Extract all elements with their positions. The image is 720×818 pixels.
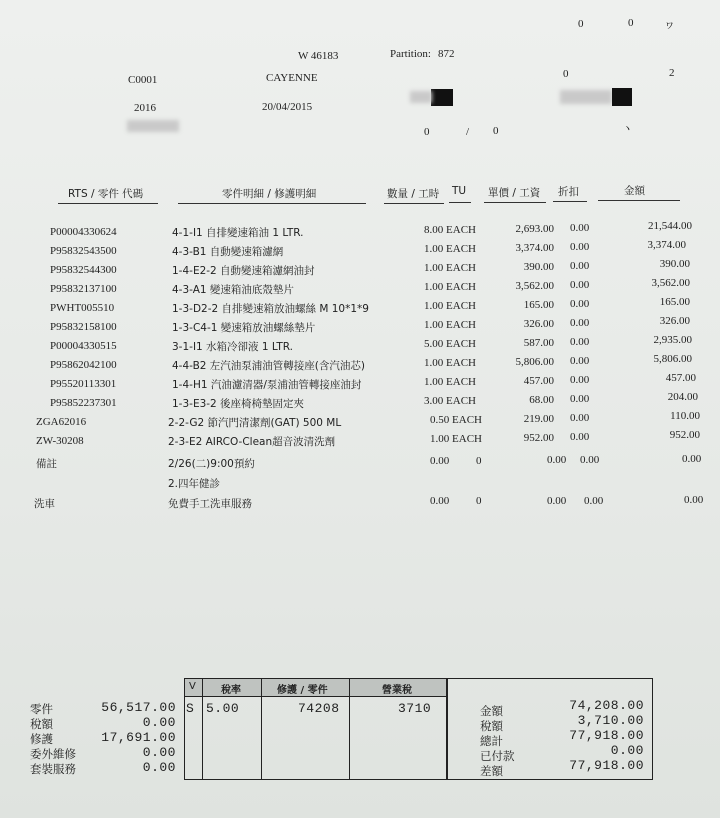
row-qty: 3.00 EACH bbox=[424, 395, 476, 407]
row-discount: 0.00 bbox=[570, 241, 590, 253]
col-header-amount: 金額 bbox=[624, 185, 645, 197]
partition-label: Partition: bbox=[390, 48, 431, 60]
remarks-tu: 0 bbox=[476, 455, 482, 467]
lower-separator: / bbox=[466, 126, 470, 138]
row-code: P00004330624 bbox=[50, 226, 117, 238]
header-underline bbox=[598, 200, 680, 201]
summary-repair-value: 17,691.00 bbox=[101, 730, 176, 745]
row-desc: 2-3-E2 AIRCO-Clean超音波清洗劑 bbox=[168, 436, 336, 448]
row-code: P95832137100 bbox=[50, 283, 117, 295]
row-qty: 1.00 EACH bbox=[430, 433, 482, 445]
car-wash-amount: 0.00 bbox=[684, 494, 704, 506]
summary-package-value: 0.00 bbox=[142, 760, 176, 775]
summary-paid-value: 0.00 bbox=[610, 743, 644, 758]
row-qty: 1.00 EACH bbox=[424, 319, 476, 331]
header-underline bbox=[449, 202, 471, 203]
row-amount: 3,562.00 bbox=[651, 277, 690, 289]
remarks-price: 0.00 bbox=[547, 454, 567, 466]
row-price: 326.00 bbox=[523, 318, 554, 330]
summary-amount-label: 金額 bbox=[480, 704, 503, 718]
tax-table-divider bbox=[184, 696, 446, 697]
summary-balance-label: 差額 bbox=[480, 764, 503, 778]
row-price: 2,693.00 bbox=[515, 223, 554, 235]
remarks-label: 備註 bbox=[36, 458, 57, 470]
summary-tax-r-value: 3,710.00 bbox=[577, 713, 644, 728]
row-desc: 4-4-B2 左汽油泵浦油管轉接座(含汽油芯) bbox=[172, 360, 365, 372]
header-underline bbox=[384, 203, 444, 204]
summary-tax-value: 0.00 bbox=[142, 715, 176, 730]
row-qty: 5.00 EACH bbox=[424, 338, 476, 350]
summary-outsourced-value: 0.00 bbox=[142, 745, 176, 760]
row-code: P95852237301 bbox=[50, 397, 117, 409]
summary-parts-value: 56,517.00 bbox=[101, 700, 176, 715]
row-discount: 0.00 bbox=[570, 355, 590, 367]
model-year: 2016 bbox=[134, 102, 156, 114]
row-amount: 21,544.00 bbox=[648, 220, 692, 232]
tax-header-business-tax: 營業稅 bbox=[382, 685, 412, 696]
customer-code: C0001 bbox=[128, 74, 158, 86]
row-price: 5,806.00 bbox=[515, 356, 554, 368]
row-discount: 0.00 bbox=[570, 298, 590, 310]
row-discount: 0.00 bbox=[570, 374, 590, 386]
blurred-block bbox=[127, 120, 179, 132]
row-amount: 457.00 bbox=[665, 372, 696, 384]
car-wash-qty: 0.00 bbox=[430, 495, 450, 507]
blurred-block bbox=[560, 90, 612, 104]
row-code: P95862042100 bbox=[50, 359, 117, 371]
row-amount: 5,806.00 bbox=[653, 353, 692, 365]
row-desc: 1-4-H1 汽油濾清器/泵浦油管轉接座油封 bbox=[172, 379, 362, 391]
blurred-block bbox=[410, 91, 432, 103]
remarks-discount: 0.00 bbox=[580, 454, 600, 466]
right-value-1: 0 bbox=[563, 68, 569, 80]
summary-tax-label: 稅額 bbox=[30, 717, 53, 731]
header-underline bbox=[553, 201, 587, 202]
tax-header-rate: 稅率 bbox=[221, 685, 241, 696]
row-discount: 0.00 bbox=[570, 393, 590, 405]
lower-value-1: 0 bbox=[424, 126, 430, 138]
row-discount: 0.00 bbox=[570, 222, 590, 234]
summary-amount-value: 74,208.00 bbox=[569, 698, 644, 713]
row-code: ZGA62016 bbox=[36, 416, 87, 428]
row-desc: 2-2-G2 節汽門清潔劑(GAT) 500 ML bbox=[168, 417, 342, 429]
row-discount: 0.00 bbox=[570, 431, 590, 443]
tax-table-divider bbox=[202, 678, 203, 779]
row-desc: 1-3-D2-2 自排變速箱放油螺絲 M 10*1*9 bbox=[172, 303, 369, 315]
row-price: 587.00 bbox=[523, 337, 554, 349]
header-underline bbox=[58, 203, 158, 204]
row-discount: 0.00 bbox=[570, 317, 590, 329]
row-qty: 8.00 EACH bbox=[424, 224, 476, 236]
summary-tax-r-label: 稅額 bbox=[480, 719, 503, 733]
row-qty: 1.00 EACH bbox=[424, 376, 476, 388]
row-desc: 4-1-I1 自排變速箱油 1 LTR. bbox=[172, 227, 304, 239]
car-wash-discount: 0.00 bbox=[584, 495, 604, 507]
row-price: 457.00 bbox=[523, 375, 554, 387]
work-order-number: W 46183 bbox=[298, 50, 339, 62]
summary-repair-label: 修護 bbox=[30, 732, 53, 746]
row-amount: 2,935.00 bbox=[653, 334, 692, 346]
right-value-2: 2 bbox=[669, 67, 675, 79]
row-code: P95520113301 bbox=[50, 378, 117, 390]
car-wash-price: 0.00 bbox=[547, 495, 567, 507]
col-header-price: 單價 / 工資 bbox=[488, 187, 541, 199]
tax-table-divider bbox=[349, 678, 350, 779]
row-price: 68.00 bbox=[529, 394, 554, 406]
tax-table-divider bbox=[261, 678, 262, 779]
summary-balance-value: 77,918.00 bbox=[569, 758, 644, 773]
remarks-qty: 0.00 bbox=[430, 455, 450, 467]
row-price: 952.00 bbox=[523, 432, 554, 444]
remarks-line-2: 2.四年健診 bbox=[168, 478, 221, 490]
row-price: 165.00 bbox=[523, 299, 554, 311]
row-qty: 1.00 EACH bbox=[424, 281, 476, 293]
row-amount: 952.00 bbox=[669, 429, 700, 441]
summary-total-label: 總計 bbox=[480, 734, 503, 748]
summary-package-label: 套裝服務 bbox=[30, 762, 76, 776]
col-header-desc: 零件明細 / 修護明細 bbox=[222, 188, 317, 200]
header-underline bbox=[178, 203, 366, 204]
remarks-amount: 0.00 bbox=[682, 453, 702, 465]
vehicle-model: CAYENNE bbox=[266, 72, 318, 84]
tax-row-amount: 74208 bbox=[298, 701, 340, 716]
col-header-discount: 折扣 bbox=[558, 186, 579, 198]
row-qty: 1.00 EACH bbox=[424, 262, 476, 274]
car-wash-desc: 免費手工洗車服務 bbox=[168, 498, 252, 510]
col-header-code: RTS / 零件 代碼 bbox=[68, 188, 144, 200]
lower-value-2: 0 bbox=[493, 125, 499, 137]
row-code: P95832543500 bbox=[50, 245, 117, 257]
remarks-line-1: 2/26(二)9:00預約 bbox=[168, 458, 255, 470]
tax-row-v: S bbox=[186, 701, 195, 716]
row-discount: 0.00 bbox=[570, 412, 590, 424]
row-price: 219.00 bbox=[523, 413, 554, 425]
row-amount: 390.00 bbox=[659, 258, 690, 270]
tax-header-v: V bbox=[189, 681, 196, 692]
col-header-tu: TU bbox=[452, 185, 467, 197]
row-qty: 0.50 EACH bbox=[430, 414, 482, 426]
redacted-block bbox=[612, 88, 632, 106]
car-wash-label: 洗車 bbox=[34, 498, 55, 510]
row-qty: 1.00 EACH bbox=[424, 357, 476, 369]
record-date: 20/04/2015 bbox=[262, 101, 313, 113]
row-amount: 3,374.00 bbox=[647, 239, 686, 251]
tax-header-amount: 修護 / 零件 bbox=[277, 685, 328, 696]
row-desc: 1-3-E3-2 後座椅椅墊固定夾 bbox=[172, 398, 305, 410]
top-code-3: ヮ bbox=[664, 19, 675, 31]
row-price: 390.00 bbox=[523, 261, 554, 273]
top-code-2: 0 bbox=[628, 17, 634, 29]
row-discount: 0.00 bbox=[570, 336, 590, 348]
row-desc: 1-4-E2-2 自動變速箱濾網油封 bbox=[172, 265, 315, 277]
summary-total-value: 77,918.00 bbox=[569, 728, 644, 743]
row-amount: 110.00 bbox=[670, 410, 700, 422]
car-wash-tu: 0 bbox=[476, 495, 482, 507]
row-desc: 4-3-B1 自動變速箱濾網 bbox=[172, 246, 284, 258]
tax-row-business-tax: 3710 bbox=[398, 701, 432, 716]
col-header-qty: 數量 / 工時 bbox=[387, 188, 440, 200]
row-code: PWHT005510 bbox=[50, 302, 115, 314]
row-code: P95832544300 bbox=[50, 264, 117, 276]
row-price: 3,374.00 bbox=[515, 242, 554, 254]
row-qty: 1.00 EACH bbox=[424, 243, 476, 255]
row-price: 3,562.00 bbox=[515, 280, 554, 292]
row-code: P00004330515 bbox=[50, 340, 117, 352]
row-desc: 4-3-A1 變速箱油底殼墊片 bbox=[172, 284, 294, 296]
summary-outsourced-label: 委外維修 bbox=[30, 747, 76, 761]
row-discount: 0.00 bbox=[570, 279, 590, 291]
row-code: ZW-30208 bbox=[36, 435, 84, 447]
lower-mark: ヽ bbox=[622, 123, 633, 135]
row-amount: 165.00 bbox=[659, 296, 690, 308]
row-discount: 0.00 bbox=[570, 260, 590, 272]
row-amount: 326.00 bbox=[659, 315, 690, 327]
redacted-block bbox=[431, 89, 453, 106]
top-code-1: 0 bbox=[578, 18, 584, 30]
row-code: P95832158100 bbox=[50, 321, 117, 333]
row-amount: 204.00 bbox=[667, 391, 698, 403]
row-desc: 3-1-I1 水箱冷卻液 1 LTR. bbox=[172, 341, 293, 353]
row-qty: 1.00 EACH bbox=[424, 300, 476, 312]
partition-value: 872 bbox=[438, 48, 455, 60]
header-underline bbox=[484, 202, 546, 203]
summary-paid-label: 已付款 bbox=[480, 749, 515, 763]
row-desc: 1-3-C4-1 變速箱放油螺絲墊片 bbox=[172, 322, 316, 334]
summary-parts-label: 零件 bbox=[30, 702, 53, 716]
tax-row-rate: 5.00 bbox=[206, 701, 240, 716]
